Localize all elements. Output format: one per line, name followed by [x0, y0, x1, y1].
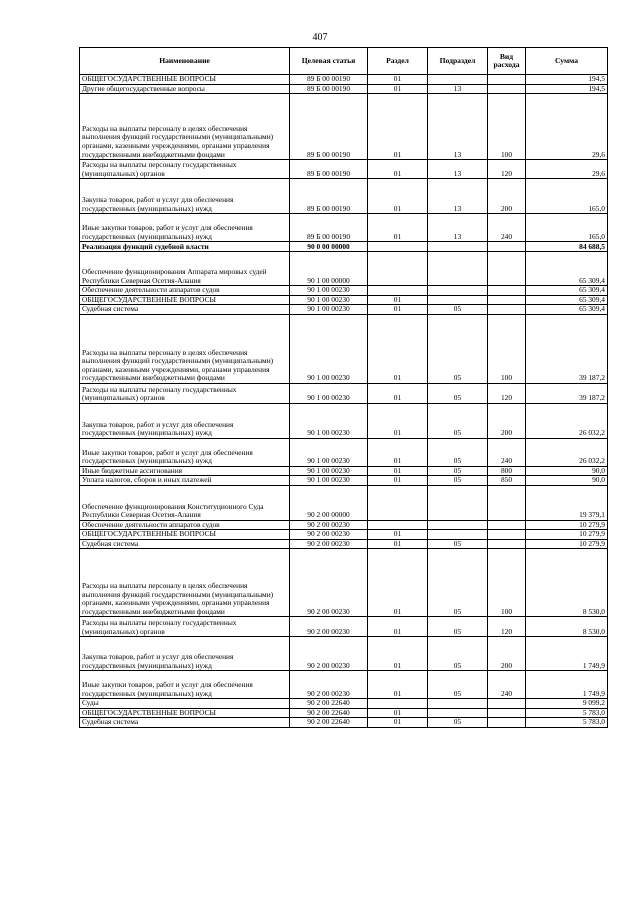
row-target: 90 1 00 00230	[290, 383, 368, 403]
row-kind: 100	[488, 314, 526, 383]
column-header-sum: Сумма	[526, 48, 608, 75]
row-name: Расходы на выплаты персоналу в целях обеспечения выполнения функций государственными (муниципальными) органами, казенными учреждениями, органами управления государственными внебюджетными фондами	[80, 549, 290, 617]
table-row	[80, 94, 608, 160]
row-target: 89 Б 00 00190	[290, 160, 368, 179]
row-target: 90 2 00 22640	[290, 718, 368, 728]
row-section: 01	[368, 179, 428, 214]
row-section: 01	[368, 671, 428, 699]
row-kind	[488, 84, 526, 94]
row-subsection: 05	[428, 718, 488, 728]
row-kind: 200	[488, 637, 526, 671]
row-target: 89 Б 00 00190	[290, 94, 368, 160]
row-section: 01	[368, 295, 428, 305]
row-name: Расходы на выплаты персоналу в целях обеспечения выполнения функций государственными (муниципальными) органами, казенными учреждениями, органами управления государственными внебюджетными фондами	[80, 94, 290, 160]
row-kind: 800	[488, 466, 526, 476]
table-row	[80, 671, 608, 699]
row-kind	[488, 286, 526, 296]
row-target: 90 2 00 22640	[290, 699, 368, 709]
row-kind: 200	[488, 403, 526, 438]
row-target: 89 Б 00 00190	[290, 214, 368, 242]
table-row	[80, 530, 608, 540]
row-subsection	[428, 530, 488, 540]
row-name: Иные бюджетные ассигнования	[80, 466, 290, 476]
row-section: 01	[368, 214, 428, 242]
row-sum: 84 688,5	[526, 242, 608, 252]
row-section: 01	[368, 403, 428, 438]
row-kind	[488, 530, 526, 540]
row-kind: 100	[488, 94, 526, 160]
row-target: 90 0 00 00000	[290, 242, 368, 252]
row-section: 01	[368, 530, 428, 540]
row-subsection	[428, 252, 488, 286]
row-section: 01	[368, 314, 428, 383]
row-name: Расходы на выплаты персоналу государственных (муниципальных) органов	[80, 617, 290, 637]
row-kind	[488, 75, 526, 85]
row-target: 90 1 00 00000	[290, 252, 368, 286]
row-target: 90 1 00 00230	[290, 403, 368, 438]
column-header-subsection: Подраздел	[428, 48, 488, 75]
row-kind	[488, 708, 526, 718]
row-section: 01	[368, 708, 428, 718]
row-kind: 100	[488, 549, 526, 617]
table-row	[80, 549, 608, 617]
table-row	[80, 403, 608, 438]
row-name: Обеспечение функционирования Аппарата мировых судей Республики Северная Осетия-Алания	[80, 252, 290, 286]
row-subsection: 05	[428, 438, 488, 466]
table-row	[80, 438, 608, 466]
row-sum: 65 309,4	[526, 252, 608, 286]
row-name: Иные закупки товаров, работ и услуг для обеспечения государственных (муниципальных) нужд	[80, 214, 290, 242]
row-sum: 8 530,0	[526, 549, 608, 617]
row-sum: 8 530,0	[526, 617, 608, 637]
row-name: ОБЩЕГОСУДАРСТВЕННЫЕ ВОПРОСЫ	[80, 530, 290, 540]
row-section: 01	[368, 476, 428, 486]
table-row	[80, 305, 608, 315]
row-target: 90 1 00 00230	[290, 305, 368, 315]
row-sum: 1 749,9	[526, 671, 608, 699]
table-row	[80, 476, 608, 486]
row-subsection	[428, 485, 488, 520]
row-subsection: 13	[428, 160, 488, 179]
row-name: Закупка товаров, работ и услуг для обеспечения государственных (муниципальных) нужд	[80, 637, 290, 671]
row-target: 90 2 00 00230	[290, 549, 368, 617]
row-sum: 39 187,2	[526, 314, 608, 383]
row-section: 01	[368, 718, 428, 728]
row-sum: 5 783,0	[526, 708, 608, 718]
row-kind: 200	[488, 179, 526, 214]
row-sum: 194,5	[526, 84, 608, 94]
row-name: Уплата налогов, сборов и иных платежей	[80, 476, 290, 486]
row-subsection: 05	[428, 476, 488, 486]
row-sum: 9 099,2	[526, 699, 608, 709]
table-row	[80, 242, 608, 252]
row-subsection: 05	[428, 305, 488, 315]
row-target: 90 1 00 00230	[290, 476, 368, 486]
row-subsection: 05	[428, 314, 488, 383]
row-section: 01	[368, 84, 428, 94]
row-kind: 240	[488, 438, 526, 466]
row-name: ОБЩЕГОСУДАРСТВЕННЫЕ ВОПРОСЫ	[80, 75, 290, 85]
row-sum: 90,0	[526, 466, 608, 476]
table-row	[80, 286, 608, 296]
row-kind	[488, 252, 526, 286]
row-sum: 10 279,9	[526, 520, 608, 530]
table-header	[80, 48, 608, 75]
row-name: Судебная система	[80, 539, 290, 549]
row-target: 90 2 00 00230	[290, 671, 368, 699]
row-subsection: 13	[428, 179, 488, 214]
row-name: Реализация функций судебной власти	[80, 242, 290, 252]
table-row	[80, 617, 608, 637]
row-name: Судебная система	[80, 718, 290, 728]
column-header-kind: Вид расхода	[488, 48, 526, 75]
row-name: Закупка товаров, работ и услуг для обеспечения государственных (муниципальных) нужд	[80, 403, 290, 438]
row-name: Судебная система	[80, 305, 290, 315]
table-row	[80, 160, 608, 179]
row-target: 89 Б 00 00190	[290, 75, 368, 85]
row-target: 90 2 00 22640	[290, 708, 368, 718]
row-kind: 120	[488, 617, 526, 637]
row-subsection: 13	[428, 84, 488, 94]
row-sum: 65 309,4	[526, 305, 608, 315]
table-row	[80, 699, 608, 709]
row-target: 90 1 00 00230	[290, 466, 368, 476]
table-row	[80, 75, 608, 85]
row-name: Обеспечение деятельности аппаратов судов	[80, 286, 290, 296]
row-subsection	[428, 242, 488, 252]
row-section: 01	[368, 466, 428, 476]
row-section	[368, 699, 428, 709]
row-target: 89 Б 00 00190	[290, 179, 368, 214]
table-body	[80, 75, 608, 728]
row-target: 89 Б 00 00190	[290, 84, 368, 94]
row-kind: 240	[488, 214, 526, 242]
row-sum: 19 379,1	[526, 485, 608, 520]
row-kind	[488, 520, 526, 530]
row-target: 90 2 00 00230	[290, 530, 368, 540]
row-sum: 10 279,9	[526, 530, 608, 540]
row-section	[368, 252, 428, 286]
row-section: 01	[368, 305, 428, 315]
row-section: 01	[368, 539, 428, 549]
row-subsection: 05	[428, 549, 488, 617]
row-subsection: 05	[428, 671, 488, 699]
table-row	[80, 383, 608, 403]
row-target: 90 1 00 00230	[290, 314, 368, 383]
row-name: Обеспечение деятельности аппаратов судов	[80, 520, 290, 530]
row-name: Расходы на выплаты персоналу в целях обеспечения выполнения функций государственными (муниципальными) органами, казенными учреждениями, органами управления государственными внебюджетными фондами	[80, 314, 290, 383]
table-row	[80, 539, 608, 549]
row-kind	[488, 718, 526, 728]
row-target: 90 1 00 00230	[290, 286, 368, 296]
row-name: Суды	[80, 699, 290, 709]
row-sum: 90,0	[526, 476, 608, 486]
row-kind	[488, 699, 526, 709]
row-subsection	[428, 699, 488, 709]
row-name: Иные закупки товаров, работ и услуг для обеспечения государственных (муниципальных) нужд	[80, 438, 290, 466]
row-section: 01	[368, 75, 428, 85]
row-sum: 26 032,2	[526, 438, 608, 466]
row-sum: 65 309,4	[526, 286, 608, 296]
row-target: 90 1 00 00230	[290, 438, 368, 466]
row-section: 01	[368, 94, 428, 160]
row-sum: 194,5	[526, 75, 608, 85]
row-name: Обеспечение функционирования Конституционного Суда Республики Северная Осетия-Алания	[80, 485, 290, 520]
row-subsection	[428, 286, 488, 296]
row-sum: 1 749,9	[526, 637, 608, 671]
row-name: Закупка товаров, работ и услуг для обеспечения государственных (муниципальных) нужд	[80, 179, 290, 214]
row-sum: 39 187,2	[526, 383, 608, 403]
row-name: Другие общегосударственные вопросы	[80, 84, 290, 94]
row-target: 90 2 00 00230	[290, 637, 368, 671]
row-name: Расходы на выплаты персоналу государственных (муниципальных) органов	[80, 383, 290, 403]
row-section: 01	[368, 160, 428, 179]
row-subsection: 05	[428, 539, 488, 549]
table-row	[80, 84, 608, 94]
table-row	[80, 314, 608, 383]
row-sum: 65 309,4	[526, 295, 608, 305]
row-section	[368, 485, 428, 520]
row-section: 01	[368, 617, 428, 637]
row-sum: 10 279,9	[526, 539, 608, 549]
table-row	[80, 179, 608, 214]
row-subsection: 05	[428, 466, 488, 476]
row-kind	[488, 295, 526, 305]
table-row	[80, 252, 608, 286]
budget-table	[79, 47, 608, 728]
row-kind: 240	[488, 671, 526, 699]
column-header-target: Целевая статья	[290, 48, 368, 75]
row-name: ОБЩЕГОСУДАРСТВЕННЫЕ ВОПРОСЫ	[80, 295, 290, 305]
row-subsection: 05	[428, 403, 488, 438]
row-section: 01	[368, 549, 428, 617]
row-sum: 26 032,2	[526, 403, 608, 438]
column-header-section: Раздел	[368, 48, 428, 75]
row-kind: 850	[488, 476, 526, 486]
row-sum: 5 783,0	[526, 718, 608, 728]
row-section: 01	[368, 438, 428, 466]
row-kind	[488, 485, 526, 520]
row-section: 01	[368, 637, 428, 671]
row-sum: 29,6	[526, 160, 608, 179]
row-kind	[488, 539, 526, 549]
row-target: 90 1 00 00230	[290, 295, 368, 305]
row-kind: 120	[488, 383, 526, 403]
row-subsection	[428, 75, 488, 85]
row-subsection: 05	[428, 383, 488, 403]
row-target: 90 2 00 00230	[290, 539, 368, 549]
row-target: 90 2 00 00230	[290, 520, 368, 530]
column-header-name: Наименование	[80, 48, 290, 75]
row-target: 90 2 00 00230	[290, 617, 368, 637]
row-section: 01	[368, 383, 428, 403]
row-target: 90 2 00 00000	[290, 485, 368, 520]
table-row	[80, 637, 608, 671]
page-number: 407	[312, 32, 328, 43]
row-name: ОБЩЕГОСУДАРСТВЕННЫЕ ВОПРОСЫ	[80, 708, 290, 718]
row-subsection: 05	[428, 637, 488, 671]
row-section	[368, 286, 428, 296]
table-row	[80, 485, 608, 520]
row-kind	[488, 242, 526, 252]
row-kind	[488, 305, 526, 315]
row-sum: 29,6	[526, 94, 608, 160]
row-subsection: 13	[428, 94, 488, 160]
row-section	[368, 242, 428, 252]
row-subsection: 13	[428, 214, 488, 242]
table-row	[80, 718, 608, 728]
row-name: Расходы на выплаты персоналу государственных (муниципальных) органов	[80, 160, 290, 179]
row-subsection: 05	[428, 617, 488, 637]
row-sum: 165,0	[526, 179, 608, 214]
row-kind: 120	[488, 160, 526, 179]
row-name: Иные закупки товаров, работ и услуг для обеспечения государственных (муниципальных) нужд	[80, 671, 290, 699]
table-row	[80, 214, 608, 242]
row-sum: 165,0	[526, 214, 608, 242]
row-subsection	[428, 520, 488, 530]
